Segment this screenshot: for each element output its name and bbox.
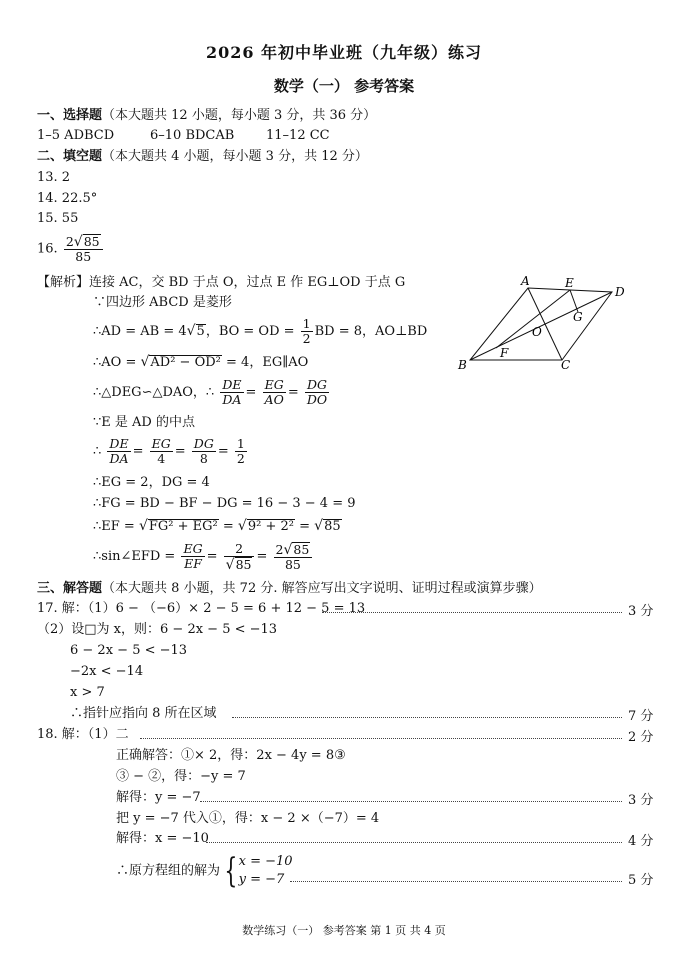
score: 3 分 xyxy=(628,604,654,619)
answer-16-label: 16. xyxy=(37,241,58,257)
label-o: O xyxy=(532,325,542,339)
eq: = xyxy=(245,385,257,400)
analysis-line-9: ∴EF = √FG² + EG² = √9² + 2² = √85 xyxy=(93,518,341,534)
leader-dots xyxy=(206,842,622,843)
sys-y: y = −7 xyxy=(238,872,285,887)
fraction: $\frac{1}{2}$ xyxy=(236,436,245,466)
eq: = xyxy=(287,385,299,400)
analysis-line-8: ∴FG = BD − BF − DG = 16 − 3 − 4 = 9 xyxy=(93,496,356,511)
fraction: $\frac{DE}{DA}$ xyxy=(109,436,129,466)
score: 7 分 xyxy=(628,709,654,724)
answer-16-fraction: $\frac{2√85}{85}$ xyxy=(64,234,103,264)
section1-heading: 一、选择题 xyxy=(37,108,103,123)
rhombus-figure xyxy=(452,272,632,372)
equation-system xyxy=(239,853,293,889)
eq: = xyxy=(256,549,268,564)
page-title: 2026 年初中毕业班（九年级）练习 xyxy=(205,43,483,62)
brace: { xyxy=(224,851,238,891)
page-subtitle: 数学（一） 参考答案 xyxy=(273,77,415,95)
fraction: $\frac{DE}{DA}$ xyxy=(222,377,242,407)
t: ∴EF = xyxy=(93,519,135,534)
fraction: $\frac{DG}{8}$ xyxy=(193,436,214,466)
radicand: 85 xyxy=(324,519,341,534)
section1-answers xyxy=(37,127,114,145)
radicand: AD² − OD² xyxy=(150,355,221,370)
analysis-line-4 xyxy=(93,378,331,408)
page-footer: 数学练习（一） 参考答案 第 1 页 共 4 页 xyxy=(242,924,446,937)
t: ∴sin∠EFD = xyxy=(93,549,176,564)
eq: = xyxy=(132,444,144,459)
sys-x: x = −10 xyxy=(238,854,293,869)
score: 2 分 xyxy=(628,730,654,745)
q18-line-1: 18. 解：（1）二 xyxy=(37,727,129,742)
analysis-line-2: ∴AD = AB = 4√5，BO = OD = $\frac{1}{2}$ BD = 8，AO⊥BD xyxy=(93,316,428,346)
t: ，BO = OD = xyxy=(205,324,295,339)
t: BD = 8，AO⊥BD xyxy=(314,324,428,339)
fraction: $\frac{DG}{DO}$ xyxy=(306,377,328,407)
rhombus-outline xyxy=(470,288,612,360)
q18-line-7 xyxy=(116,853,293,890)
score: 5 分 xyxy=(628,873,654,888)
label-e: E xyxy=(565,276,574,290)
diagonal-ac xyxy=(528,288,562,360)
q18-line-2: 正确解答：①× 2，得：2x − 4y = 8③ xyxy=(116,748,346,763)
denominator: 85 xyxy=(75,249,92,264)
eq: = xyxy=(206,549,218,564)
section3-note: （本大题共 8 小题，共 72 分. 解答应写出文字说明、证明过程或演算步骤） xyxy=(102,581,542,596)
analysis-line-0 xyxy=(37,274,405,292)
label-d: D xyxy=(615,285,625,299)
section2-note: （本大题共 4 小题，每小题 3 分，共 12 分） xyxy=(102,149,368,164)
eq: = xyxy=(222,519,234,534)
answer-16 xyxy=(37,234,105,265)
analysis-label: 【解析】 xyxy=(37,275,90,290)
t: ∴AD = AB = 4 xyxy=(93,324,187,339)
label-f: F xyxy=(500,346,509,360)
segment-eg xyxy=(570,290,578,312)
score: 4 分 xyxy=(628,834,654,849)
label-a: A xyxy=(521,274,530,288)
eq: = xyxy=(174,444,186,459)
fraction: $\frac{1}{2}$ xyxy=(302,316,311,346)
q18-line-3: ③ − ②，得：−y = 7 xyxy=(116,769,246,784)
analysis-line-10 xyxy=(93,541,314,573)
analysis-text: 连接 AC，交 BD 于点 O，过点 E 作 EG⊥OD 于点 G xyxy=(89,275,406,290)
analysis-line-3: ∴AO = √AD² − OD² = 4，EG∥AO xyxy=(93,354,309,370)
leader-dots xyxy=(140,738,622,739)
section1-line xyxy=(37,107,376,125)
radicand: 9² + 2² xyxy=(247,519,294,534)
t: = 4，EG∥AO xyxy=(226,355,309,370)
answer-15: 15. 55 xyxy=(37,211,79,226)
q17-line-5: x > 7 xyxy=(70,685,105,700)
label-g: G xyxy=(573,310,583,324)
label-c: C xyxy=(561,358,571,372)
radicand: 5 xyxy=(196,324,205,339)
section2-line xyxy=(37,148,368,166)
t: ∴AO = xyxy=(93,355,137,370)
t: ∴△DEG∽△DAO，∴ xyxy=(93,385,215,400)
label-b: B xyxy=(458,358,467,372)
analysis-line-7: ∴EG = 2，DG = 4 xyxy=(93,475,210,490)
section1-note: （本大题共 12 小题，每小题 3 分，共 36 分） xyxy=(102,108,377,123)
section2-heading: 二、填空题 xyxy=(37,149,103,164)
q17-line-6: ∴指针应指向 8 所在区域 xyxy=(70,706,217,721)
analysis-line-1: ∵四边形 ABCD 是菱形 xyxy=(93,295,232,310)
fraction: $\frac{EG}{EF}$ xyxy=(183,541,203,571)
q17-line-4: −2x < −14 xyxy=(70,664,144,679)
q17-line-2: （2）设□为 x，则：6 − 2x − 5 < −13 xyxy=(37,622,278,637)
section3-heading: 三、解答题 xyxy=(37,581,103,596)
analysis-line-6 xyxy=(93,437,249,467)
q17-line-3: 6 − 2x − 5 < −13 xyxy=(70,643,188,658)
fraction: $\frac{EG}{4}$ xyxy=(151,436,171,466)
q18-line-5: 把 y = −7 代入①，得：x − 2 ×（−7）= 4 xyxy=(116,811,380,826)
answer-13: 13. 2 xyxy=(37,170,71,185)
analysis-line-5: ∵E 是 AD 的中点 xyxy=(93,415,195,430)
fraction: $\frac{2}{√85}$ xyxy=(224,542,255,572)
radicand: FG² + EG² xyxy=(148,519,218,534)
fraction: $\frac{EG}{AO}$ xyxy=(264,377,284,407)
eq: = xyxy=(299,519,311,534)
leader-dots xyxy=(290,881,622,882)
answer-group: 11–12 CC xyxy=(266,128,330,143)
answer-group: 1–5 ADBCD xyxy=(37,128,115,143)
answer-group: 6–10 BDCAB xyxy=(150,128,235,143)
q18-line-4: 解得：y = −7 xyxy=(116,790,201,805)
q18-line-6: 解得：x = −10 xyxy=(116,831,209,846)
leader-dots xyxy=(232,717,622,718)
q17-line-1: 17. 解：（1）6 − （−6）× 2 − 5 = 6 + 12 − 5 = 13 xyxy=(37,601,366,616)
coef: 2 xyxy=(65,234,74,249)
section3-line xyxy=(37,580,542,598)
score: 3 分 xyxy=(628,793,654,808)
fraction: $\frac{2√85}{85}$ xyxy=(274,542,313,572)
answer-14: 14. 22.5° xyxy=(37,191,98,206)
radicand: 85 xyxy=(83,234,100,249)
leader-dots xyxy=(200,801,622,802)
eq: = xyxy=(217,444,229,459)
t: ∴ xyxy=(93,444,102,459)
leader-dots xyxy=(322,612,622,613)
t: ∴原方程组的解为 xyxy=(116,863,221,879)
